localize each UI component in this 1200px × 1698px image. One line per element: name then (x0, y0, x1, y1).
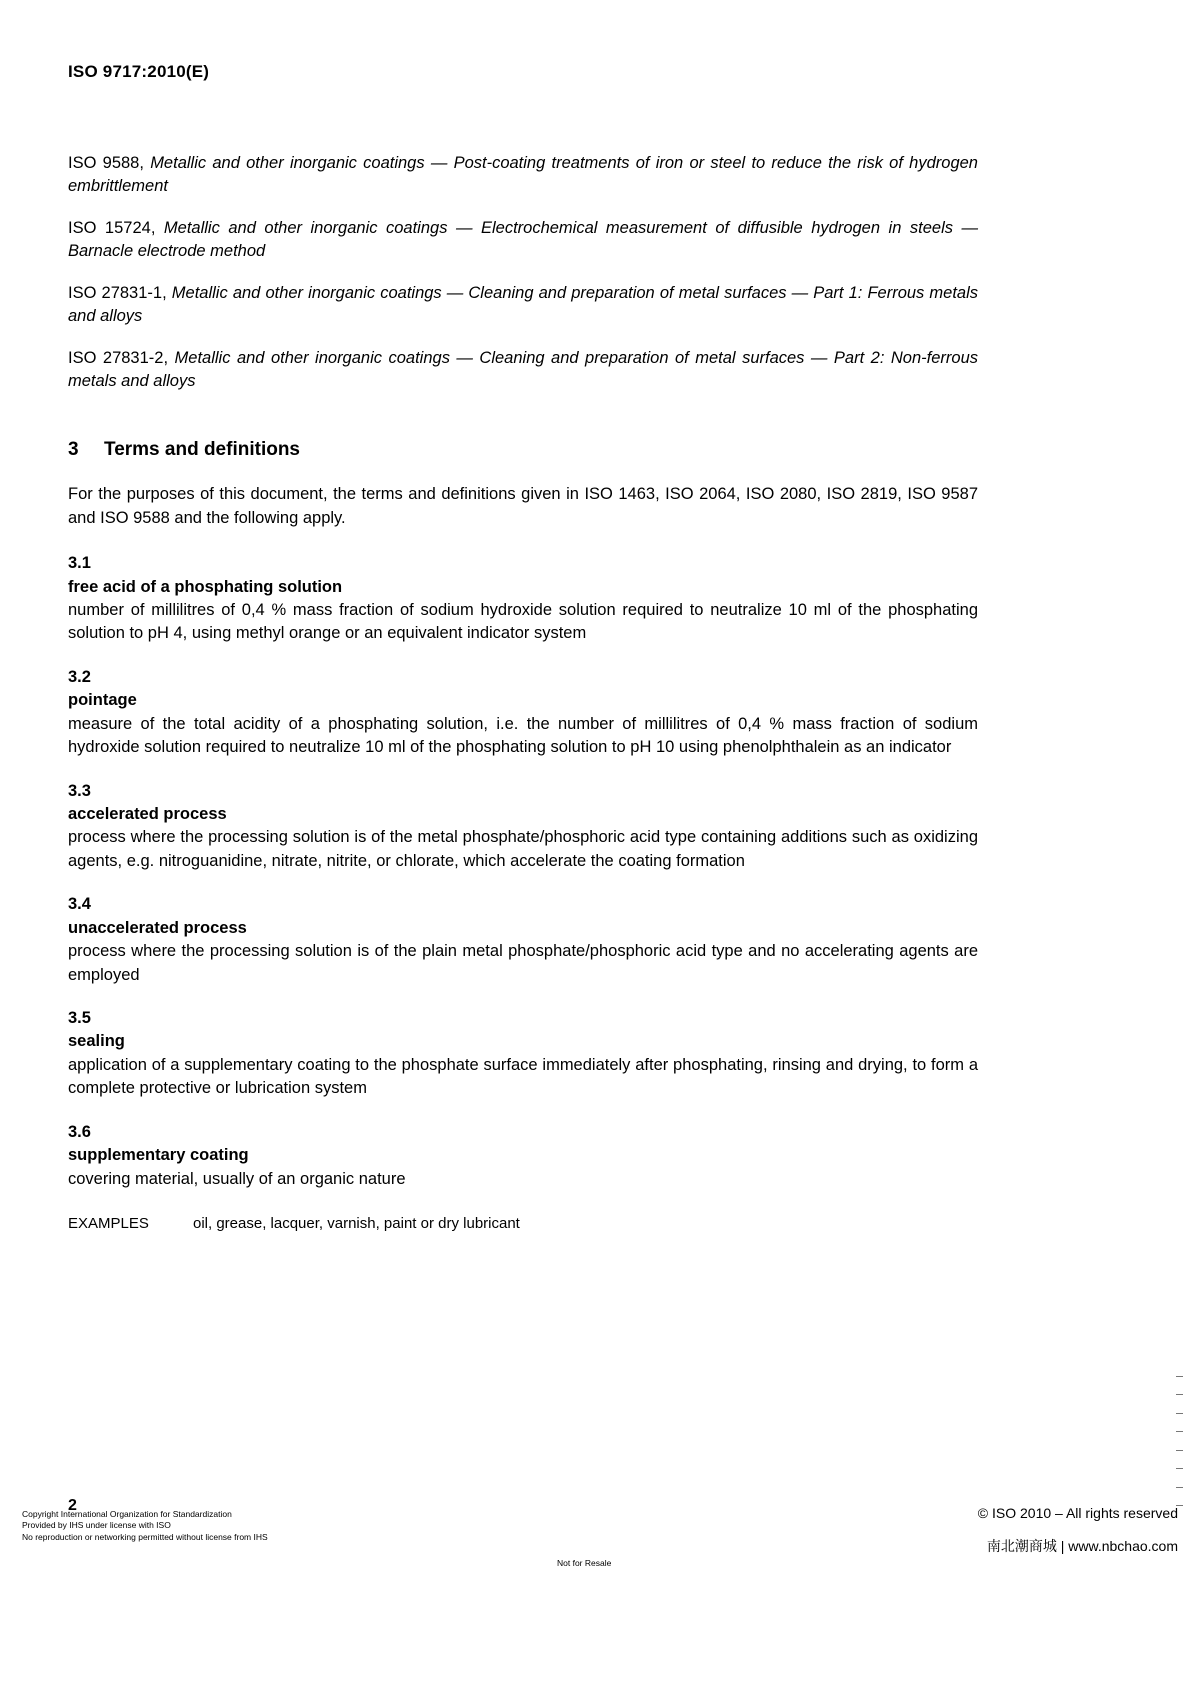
reference-id: ISO 27831-1, (68, 283, 172, 302)
section-title: Terms and definitions (104, 439, 301, 461)
term-name: unaccelerated process (68, 918, 247, 937)
term-definition: application of a supplementary coating to the phosphate surface immediately after phosphating, rinsing and drying, to form a complete protective or lubrication system (68, 1055, 978, 1098)
reference-title: Metallic and other inorganic coatings — Electrochemical measurement of diffusible hydrogen in steels — Barnacle electrode method (68, 218, 979, 261)
term-number: 3.3 (68, 781, 91, 800)
reference-id: ISO 9588, (68, 154, 151, 172)
term-number: 3.5 (68, 1008, 91, 1027)
reference-title: Metallic and other inorganic coatings — Cleaning and preparation of metal surfaces — Part 2: Non-ferrous metals and alloys (68, 348, 978, 390)
page-number: 2 (68, 1497, 77, 1514)
tick-mark (1176, 1394, 1183, 1395)
term-name: accelerated process (68, 805, 227, 824)
normative-reference (68, 347, 978, 394)
term-entry (68, 1121, 978, 1191)
term-name: supplementary coating (68, 1146, 249, 1165)
reference-title: Metallic and other inorganic coatings — Cleaning and preparation of metal surfaces — Part 1: Ferrous metals and alloys (68, 283, 978, 326)
reference-title: Metallic and other inorganic coatings — Post-coating treatments of iron or steel to reduce the risk of hydrogen embrittlement (68, 154, 978, 196)
examples-text: oil, grease, lacquer, varnish, paint or dry lubricant (193, 1214, 520, 1232)
tick-mark (1176, 1376, 1183, 1377)
term-entry (68, 1007, 978, 1101)
tick-mark (1176, 1468, 1183, 1469)
reference-id: ISO 15724, (68, 218, 164, 237)
term-number: 3.1 (68, 554, 91, 573)
tick-mark (1176, 1431, 1183, 1432)
term-entry (68, 552, 978, 646)
term-number: 3.4 (68, 895, 91, 914)
copyright-notice: © ISO 2010 – All rights reserved (977, 1505, 1178, 1521)
normative-reference (68, 217, 978, 264)
license-line: Copyright International Organization for Standardization (22, 1509, 232, 1519)
term-definition: covering material, usually of an organic nature (68, 1169, 406, 1188)
tick-mark (1176, 1413, 1183, 1414)
license-line: Provided by IHS under license with ISO (22, 1520, 171, 1531)
term-definition: number of millilitres of 0,4 % mass fraction of sodium hydroxide solution required to neutralize 10 ml of the phosphating solution to pH 4, using methyl orange or an equivalent indicator system (68, 601, 978, 643)
examples-label: EXAMPLES (68, 1214, 149, 1232)
document-body (68, 152, 978, 1234)
reference-id: ISO 27831-2, (68, 348, 175, 367)
document-header: ISO 9717:2010(E) (68, 62, 210, 81)
normative-reference (68, 152, 978, 199)
license-line: No reproduction or networking permitted without license from IHS (22, 1531, 268, 1542)
term-name: sealing (68, 1032, 125, 1051)
change-bar-marks (1172, 1376, 1186, 1506)
section-number: 3 (68, 439, 79, 461)
term-number: 3.2 (68, 667, 91, 686)
section-heading (68, 439, 978, 461)
term-name: pointage (68, 691, 137, 710)
term-number: 3.6 (68, 1122, 91, 1141)
section-intro-paragraph: For the purposes of this document, the terms and definitions given in ISO 1463, ISO 2064, ISO 2080, ISO 2819, ISO 9587 and ISO 9588 and the following apply. (68, 485, 978, 527)
tick-mark (1176, 1487, 1183, 1488)
not-for-resale-notice: Not for Resale (557, 1558, 612, 1568)
term-definition: process where the processing solution is of the metal phosphate/phosphoric acid type containing additions such as oxidizing agents, e.g. nitroguanidine, nitrate, nitrite, or chlorate, which accelerate the coating formation (68, 828, 978, 870)
term-entry (68, 893, 978, 987)
tick-mark (1176, 1450, 1183, 1451)
term-entry (68, 666, 978, 760)
watermark-link[interactable]: 南北潮商城 | www.nbchao.com (986, 1538, 1178, 1554)
examples-row (68, 1213, 978, 1234)
normative-reference (68, 282, 978, 329)
license-notice (22, 1509, 268, 1543)
term-definition: process where the processing solution is of the plain metal phosphate/phosphoric acid type and no accelerating agents are employed (68, 942, 978, 984)
term-definition: measure of the total acidity of a phosphating solution, i.e. the number of millilitres of 0,4 % mass fraction of sodium hydroxide solution required to neutralize 10 ml of the phosphating solution to pH 10 using phenolphthalein as an indicator (68, 714, 978, 757)
term-entry (68, 780, 978, 874)
term-name: free acid of a phosphating solution (68, 577, 343, 596)
